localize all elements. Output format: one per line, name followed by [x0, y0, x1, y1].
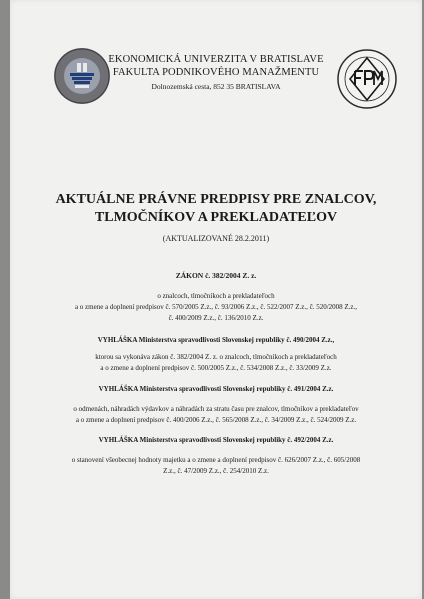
- decree1-line: ktorou sa vykonáva zákon č. 382/2004 Z. z. o znalcoch, tlmočníkoch a prekladateľoch: [95, 353, 337, 361]
- decree2-title: VYHLÁŠKA Ministerstva spravodlivosti Slovenskej republiky č. 491/2004 Z.z.: [98, 385, 334, 393]
- decree1-title: VYHLÁŠKA Ministerstva spravodlivosti Slovenskej republiky č. 490/2004 Z.z.,: [97, 336, 335, 344]
- updated-date: (AKTUALIZOVANÉ 28.2.2011): [162, 234, 270, 243]
- decree3-title: VYHLÁŠKA Ministerstva spravodlivosti Slovenskej republiky č. 492/2004 Z.z.: [98, 436, 334, 444]
- doc-title-line2: TLMOČNÍKOV A PREKLADATEĽOV: [94, 210, 338, 225]
- address: Dolnozemská cesta, 852 35 BRATISLAVA: [151, 82, 281, 91]
- decree2-line: a o zmene a doplnení predpisov č. 400/2006 Z.z., č. 565/2008 Z.z., č. 34/2009 Z.z., č. 524/2009 Z.z.: [75, 416, 357, 424]
- decree1-line: a o zmene a doplnení predpisov č. 500/2005 Z.z., č. 534/2008 Z.z., č. 33/2009 Z.z.: [100, 364, 332, 372]
- university-name: EKONOMICKÁ UNIVERZITA V BRATISLAVE: [108, 54, 324, 65]
- document-page: [10, 0, 422, 599]
- law-line: č. 400/2009 Z.z., č. 136/2010 Z.z.: [168, 314, 264, 322]
- faculty-name: FAKULTA PODNIKOVÉHO MANAŽMENTU: [112, 67, 320, 78]
- law-line: o znalcoch, tlmočníkoch a prekladateľoch: [157, 292, 275, 300]
- law-title: ZÁKON č. 382/2004 Z. z.: [175, 271, 257, 280]
- decree3-line: o stanovení všeobecnej hodnoty majetku a o zmene a doplnení predpisov č. 626/2007 Z.z., č. 605/2008: [71, 456, 361, 464]
- decree2-line: o odmenách, náhradách výdavkov a náhradách za stratu času pre znalcov, tlmočníkov a prekladateľov: [73, 405, 359, 413]
- doc-title-line1: AKTUÁLNE PRÁVNE PREDPISY PRE ZNALCOV,: [55, 192, 377, 207]
- law-line: a o zmene a doplnení predpisov č. 570/2005 Z.z., č. 93/2006 Z.z., č. 522/2007 Z.z., č. 520/2008 Z.z.,: [74, 303, 358, 311]
- decree3-line: Z.z., č. 47/2009 Z.z., č. 254/2010 Z.z.: [163, 467, 269, 475]
